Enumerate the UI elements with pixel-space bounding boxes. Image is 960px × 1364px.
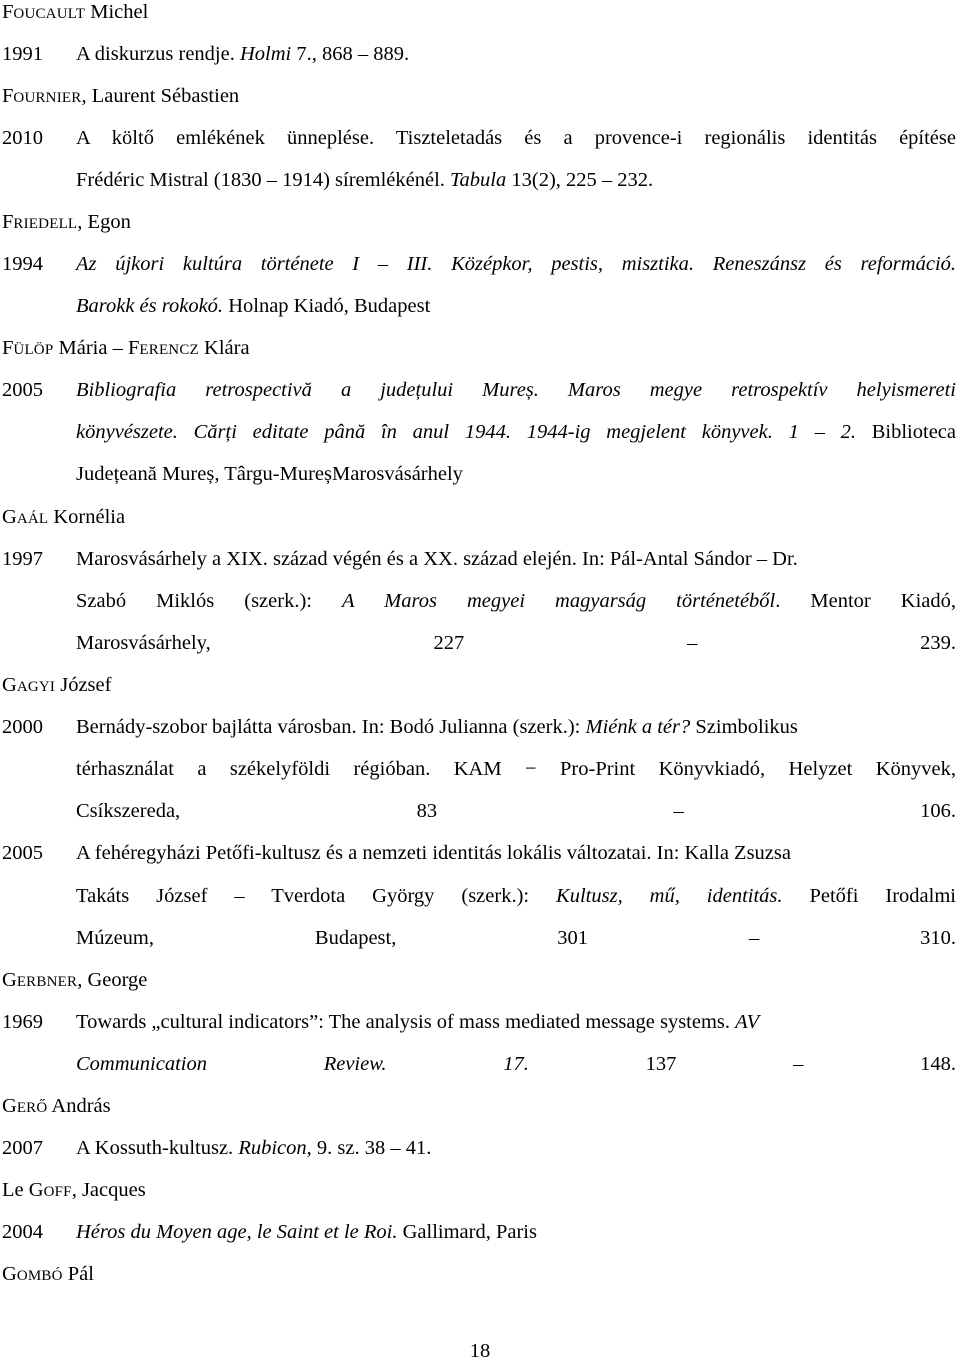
citation-segment: Towards „cultural indicators”: The analysis of mass mediated message systems. (76, 1011, 736, 1033)
author-surname-block: FÜLÖP (2, 337, 54, 359)
author-given-name: , Jacques (71, 1179, 146, 1201)
citation-segment: 7., 868 (291, 43, 353, 65)
author-surname-block: GAGYI (2, 674, 56, 696)
citation-text: A diskurzus rendje. Holmi 7., 868 – 889. (76, 43, 410, 65)
author-given-name: Klára (198, 337, 250, 359)
citation-italic: Az újkori kultúra története I (76, 253, 360, 275)
citation-segment: Marosvásárhely, 227 (76, 632, 465, 654)
citation-italic: Héros du Moyen age, le Saint et le Roi. (76, 1221, 398, 1243)
author-given-name: , Laurent Sébastien (81, 85, 240, 107)
author-given-name: Kornélia (48, 506, 126, 528)
citation-segment: A Kossuth-kultusz. (76, 1137, 239, 1159)
author-heading (2, 505, 960, 531)
publication-year: 2000 (2, 716, 43, 738)
author-surname-block: FOURNIER (2, 85, 82, 107)
publication-year: 1994 (2, 253, 43, 275)
citation-segment: Gallimard, Paris (397, 1221, 537, 1243)
citation-segment: . Mentor Kiadó, (775, 590, 956, 612)
citation-segment: A költő emlékének ünneplése. Tiszteletadás és a provence-i regionális identitás építése (76, 127, 956, 149)
publication-year: 1969 (2, 1011, 43, 1033)
author-surname-block: GOMBÓ (2, 1263, 63, 1285)
citation-italic: Holmi (239, 43, 292, 65)
author-surname-block: GERBNER (2, 969, 78, 991)
page-number: 18 (469, 1340, 491, 1362)
author-heading (2, 968, 960, 994)
author-surname-block: FERENCZ (127, 337, 199, 359)
citation-segment: Biblioteca (855, 421, 956, 443)
citation-italic: Rubicon, (238, 1137, 312, 1159)
citation-italic: III. Középkor, pestis, misztika. Reneszánsz és reformáció. (406, 253, 957, 275)
citation-segment: 13(2), 225 (506, 169, 597, 191)
citation-segment: Marosvásárhely (332, 463, 463, 485)
citation-segment: Múzeum, Budapest, 301 (76, 927, 589, 949)
citation-segment: Szabó Miklós (szerk.): (76, 590, 342, 612)
citation-segment: 1914) síremlékénél. (282, 169, 451, 191)
citation-segment: 239. (920, 632, 956, 654)
citation-segment: 889. (373, 43, 410, 65)
citation-italic: Barokk és rokokó. (76, 295, 224, 317)
author-heading (2, 1094, 960, 1120)
author-given-name: József (55, 674, 112, 696)
citation-italic: 2. (840, 421, 856, 443)
author-heading (2, 1262, 960, 1288)
citation-segment: 310. (920, 927, 957, 949)
citation-italic: Communication Review. 17. (76, 1053, 529, 1075)
citation-italic: Miénk a tér? (585, 716, 691, 738)
citation-segment: Holnap Kiadó, Budapest (223, 295, 431, 317)
citation-segment: Petőfi Irodalmi (782, 885, 956, 907)
citation-segment: 137 (528, 1053, 677, 1075)
citation-text: Múzeum, Budapest, 301 – 310. (76, 927, 957, 949)
author-given-name: Michel (85, 1, 149, 23)
publication-year: 2004 (2, 1221, 43, 1243)
citation-italic: A Maros megyei magyarság történetéből (342, 590, 776, 612)
author-surname-block: GOFF (28, 1179, 72, 1201)
publication-year: 2005 (2, 842, 43, 864)
author-heading (2, 673, 960, 699)
author-given-name: Mária (53, 337, 108, 359)
author-heading (2, 210, 960, 236)
citation-segment: Bernády-szobor bajlátta városban. In: Bodó Julianna (szerk.): (76, 716, 586, 738)
citation-italic: Bibliografia retrospectivă a județului Mureș. Maros megye retrospektív helyismereti (76, 379, 956, 401)
citation-text: A Kossuth-kultusz. Rubicon, 9. sz. 38 – 41. (76, 1137, 432, 1159)
citation-segment: 148. (920, 1053, 957, 1075)
citation-segment: Szimbolikus (690, 716, 798, 738)
citation-segment: Csíkszereda, 83 (76, 800, 438, 822)
citation-text: könyvészete. Cărți editate până în anul 1944. 1944-ig megjelent könyvek. 1 – 2. Biblioteca (76, 421, 956, 443)
citation-segment: A fehéregyházi Petőfi-kultusz és a nemzeti identitás lokális változatai. In: Kalla Zsuzsa (76, 842, 791, 864)
citation-text (76, 294, 956, 318)
citation-italic: AV (735, 1011, 760, 1033)
publication-year: 1997 (2, 548, 43, 570)
citation-text: Csíkszereda, 83 – 106. (76, 800, 957, 822)
citation-italic: Kultusz, mű, identitás. (556, 885, 783, 907)
citation-segment: Takáts József (76, 885, 208, 907)
citation-segment: 106. (920, 800, 957, 822)
author-surname-block: FOUCAULT (2, 1, 86, 23)
citation-segment: A diskurzus rendje. (76, 43, 240, 65)
citation-text: Communication Review. 17. 137 – 148. (76, 1053, 957, 1075)
citation-text (76, 1010, 956, 1034)
citation-segment: 232. (617, 169, 654, 191)
author-heading: FÜLÖP Mária – FERENCZ Klára (2, 337, 250, 359)
citation-segment: Frédéric Mistral (1830 (76, 169, 262, 191)
citation-segment: Dr. (772, 548, 798, 570)
author-given-name: , Egon (77, 211, 131, 233)
author-given-name: András (47, 1095, 111, 1117)
citation-segment: Județeană Mureș, Târgu-Mureș (76, 463, 332, 485)
citation-text (76, 462, 956, 486)
citation-segment: Tverdota György (szerk.): (271, 885, 557, 907)
citation-text (76, 1220, 956, 1244)
citation-segment: térhasználat a székelyföldi régióban. KAM − Pro-Print Könyvkiadó, Helyzet Könyvek, (76, 758, 956, 780)
citation-text (76, 126, 956, 150)
citation-text: Frédéric Mistral (1830 – 1914) síremlékénél. Tabula 13(2), 225 – 232. (76, 169, 654, 191)
author-surname-block: FRIEDELL (2, 211, 78, 233)
publication-year: 2005 (2, 379, 43, 401)
citation-text: Marosvásárhely a XIX. század végén és a XX. század elején. In: Pál-Antal Sándor – Dr. (76, 548, 798, 570)
citation-text (76, 841, 956, 865)
publication-year: 2007 (2, 1137, 43, 1159)
citation-text: Takáts József – Tverdota György (szerk.): Kultusz, mű, identitás. Petőfi Irodalmi (76, 885, 956, 907)
author-surname-block: GERŐ (2, 1095, 48, 1117)
citation-segment: 41. (405, 1137, 432, 1159)
citation-text (76, 757, 956, 781)
citation-text: Az újkori kultúra története I – III. Középkor, pestis, misztika. Reneszánsz és reformáció. (76, 253, 957, 275)
citation-segment: Marosvásárhely a XIX. század végén és a XX. század elején. In: Pál-Antal Sándor (76, 548, 752, 570)
author-surname-block: GAÁL (2, 506, 49, 528)
author-prefix: Le (2, 1179, 29, 1201)
citation-text (76, 715, 956, 739)
author-heading (2, 0, 960, 26)
citation-italic: könyvészete. Cărți editate până în anul 1944. 1944-ig megjelent könyvek. 1 (76, 421, 799, 443)
citation-text: Marosvásárhely, 227 – 239. (76, 632, 956, 654)
author-given-name: , George (77, 969, 148, 991)
citation-text (76, 378, 956, 402)
citation-italic: Tabula (450, 169, 507, 191)
publication-year: 2010 (2, 127, 43, 149)
author-given-name: Pál (62, 1263, 94, 1285)
publication-year: 1991 (2, 43, 43, 65)
citation-text (76, 589, 956, 613)
citation-segment: 9. sz. 38 (311, 1137, 386, 1159)
author-heading (2, 84, 960, 110)
author-heading (2, 1178, 960, 1204)
